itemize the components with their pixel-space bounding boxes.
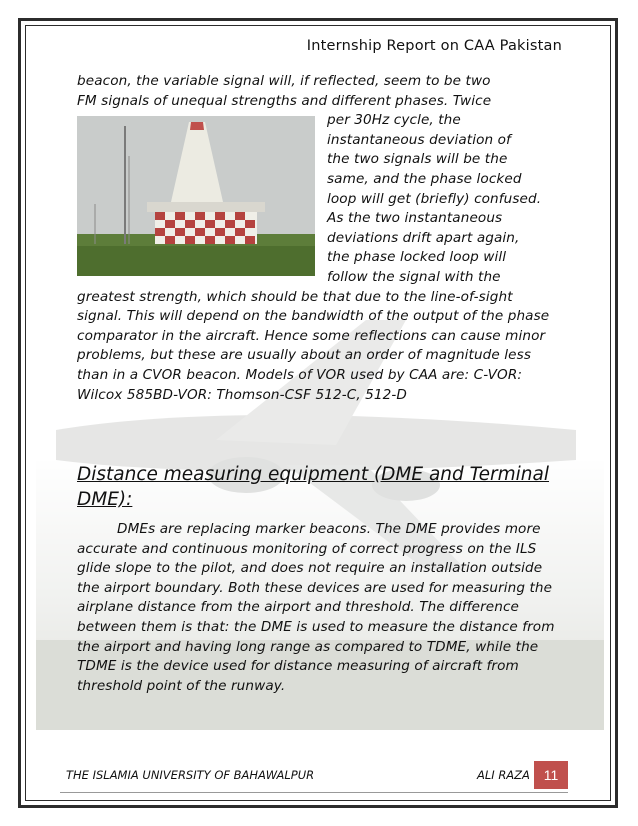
text-line: same, and the phase locked	[327, 170, 522, 187]
page-number: 11	[534, 761, 568, 789]
text-line: FM signals of unequal strengths and different phases. Twice	[77, 92, 492, 109]
text-line: loop will get (briefly) confused.	[327, 190, 542, 207]
text-line: per 30Hz cycle, the	[327, 112, 461, 129]
footer-author: ALI RAZA	[477, 768, 530, 782]
section-heading: Distance measuring equipment (DME and Terminal DME):	[77, 464, 550, 510]
paragraph-dme	[77, 520, 567, 696]
paragraph-text: DMEs are replacing marker beacons. The DME provides more accurate and continuous monitoring of correct progress on the ILS glide slope to the pilot, and does not require an installation outside the airport boundary. Both these devices are used for measuring the airplane distance from the airport and threshold. The difference between them is that: the DME is used to measure the distance from the airport and having long range as compared to TDME, while the TDME is the device used for distance measuring of aircraft from threshold point of the runway.	[77, 521, 555, 694]
footer-divider	[60, 792, 568, 793]
text-line: instantaneous deviation of	[327, 131, 511, 148]
text-line: beacon, the variable signal will, if reflected, seem to be two	[77, 73, 491, 89]
footer-university: THE ISLAMIA UNIVERSITY OF BAHAWALPUR	[66, 768, 315, 782]
vor-beacon-photo	[77, 116, 315, 276]
text-line: follow the signal with the	[327, 268, 501, 285]
text-line: the phase locked loop will	[327, 249, 507, 266]
text-line: deviations drift apart again,	[327, 229, 520, 246]
page-header: Internship Report on CAA Pakistan	[306, 38, 562, 54]
text-line: As the two instantaneous	[327, 210, 503, 227]
paragraph-continuation: greatest strength, which should be that due to the line-of-sight signal. This will depend on the bandwidth of the output of the phase comparator in the aircraft. Hence some reflections can cause minor problems, but these are usually about an order of magnitude less than in a CVOR beacon. Models of VOR used by CAA are: C-VOR: Wilcox 585BD-VOR: Thomson-CSF 512-C, 512-D	[77, 288, 550, 403]
text-line: the two signals will be the	[327, 151, 508, 168]
